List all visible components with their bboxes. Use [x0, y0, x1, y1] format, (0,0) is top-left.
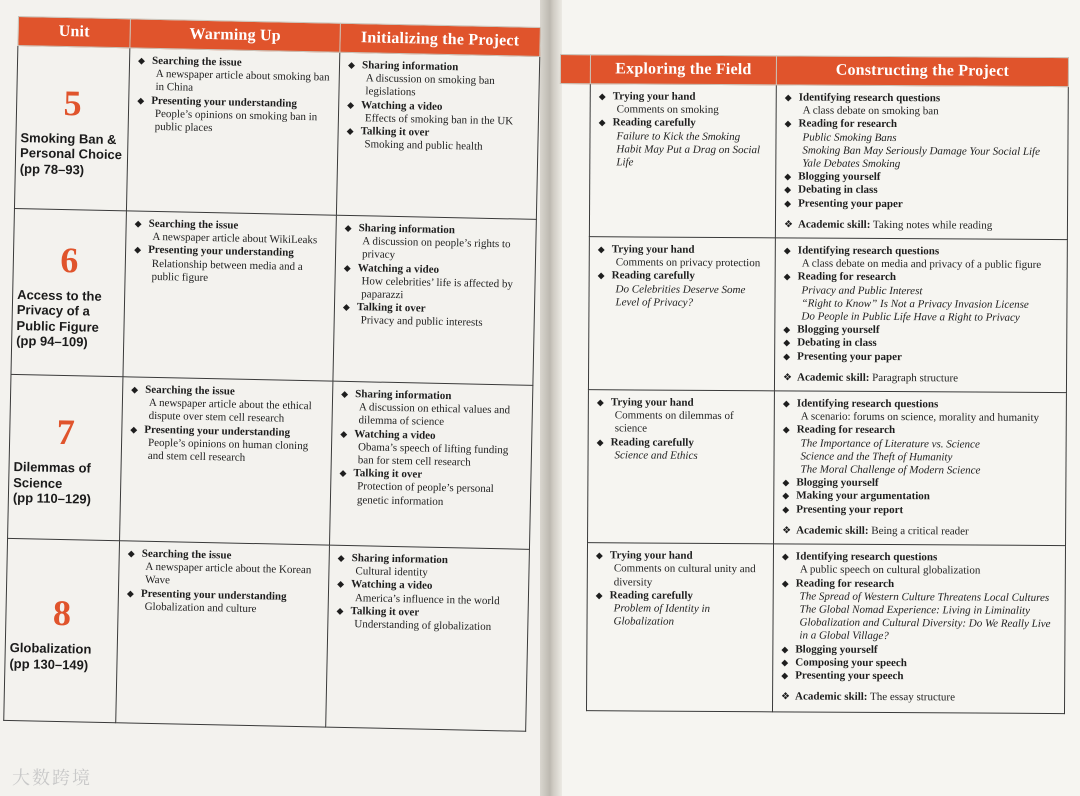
- bullet-icon: ◆: [782, 490, 790, 501]
- activity-item: [340, 427, 524, 470]
- activity-detail: A discussion on ethical values and dilemma of science: [358, 401, 511, 429]
- reading-title: Science and the Theft of Humanity: [800, 450, 953, 464]
- activity-item: [130, 423, 324, 467]
- activity-heading: Composing your speech: [795, 656, 907, 669]
- header-initializing: Initializing the Project: [340, 23, 541, 56]
- reading-title: Science and Ethics: [614, 449, 698, 462]
- reading-title: Globalization and Cultural Diversity: Do We Really Live in a Global Village?: [799, 616, 1051, 643]
- activity-heading: Presenting your understanding: [140, 587, 287, 603]
- unit-row: [14, 46, 539, 220]
- activity-detail: A newspaper article about the ethical dispute over stem cell research: [148, 397, 312, 426]
- activity-item: [598, 243, 767, 270]
- diamond-icon: ❖: [781, 691, 791, 703]
- activity-heading: Talking it over: [356, 301, 426, 315]
- activity-heading: Searching the issue: [148, 217, 239, 232]
- bullet-icon: ◆: [781, 670, 789, 681]
- bullet-icon: ◆: [340, 428, 348, 439]
- activity-heading: Reading for research: [796, 423, 896, 437]
- unit-pages: (pp 110–129): [12, 490, 92, 507]
- bullet-icon: ◆: [784, 118, 792, 129]
- activity-item: [785, 91, 1060, 119]
- bullet-icon: ◆: [137, 95, 145, 106]
- activity-detail: A class debate on media and privacy of a public figure: [801, 257, 1042, 272]
- unit-row-right: [559, 84, 1068, 240]
- activity-item: [784, 118, 1059, 172]
- diamond-icon: ❖: [782, 525, 792, 537]
- bullet-icon: ◆: [783, 245, 791, 256]
- academic-skill: [781, 690, 1056, 705]
- activity-heading: Sharing information: [358, 222, 456, 237]
- header-unit: Unit: [18, 17, 131, 48]
- activity-detail: Cultural identity: [355, 565, 428, 579]
- unit-row-right: [556, 543, 1065, 714]
- bullet-icon: ◆: [342, 302, 351, 313]
- reading-title: The Importance of Literature vs. Science: [800, 437, 980, 451]
- constructing-cell: [774, 391, 1067, 546]
- activity-heading: Sharing information: [351, 552, 449, 567]
- reading-title: Failure to Kick the Smoking Habit May Put a Drag on Social Life: [616, 129, 761, 169]
- bullet-icon: ◆: [127, 548, 135, 559]
- constructing-cell: [775, 85, 1068, 240]
- activity-heading: Trying your hand: [611, 243, 695, 256]
- unit-title: Globalization: [9, 639, 92, 657]
- bullet-icon: ◆: [781, 657, 789, 668]
- activity-detail: Comments on dilemmas of science: [614, 409, 734, 436]
- exploring-cell: [588, 390, 775, 544]
- bullet-icon: ◆: [782, 477, 790, 488]
- activity-item: [781, 577, 1056, 645]
- unit-number: 6: [59, 239, 79, 280]
- unit-number: 7: [56, 412, 76, 453]
- reading-title: Do Celebrities Deserve Some Level of Privacy?: [615, 282, 746, 309]
- activity-detail: Globalization and culture: [144, 600, 257, 615]
- bullet-icon: ◆: [598, 91, 606, 102]
- activity-heading: Presenting your speech: [795, 669, 904, 683]
- activity-heading: Identifying research questions: [798, 91, 941, 105]
- activity-item: [336, 605, 520, 635]
- unit-pages: (pp 130–149): [9, 655, 89, 673]
- reading-title: Do People in Public Life Have a Right to Privacy: [801, 310, 1020, 324]
- unit-row-right: [558, 390, 1067, 546]
- activity-detail: A newspaper article about the Korean Wave: [145, 560, 312, 587]
- activity-list: [127, 547, 321, 617]
- activity-detail: America’s influence in the world: [354, 591, 500, 607]
- activity-item: [783, 397, 1058, 425]
- activity-detail: Relationship between media and a public figure: [151, 257, 303, 284]
- activity-heading: Presenting your report: [796, 503, 904, 516]
- unit-cell: [14, 46, 129, 211]
- bullet-icon: ◆: [784, 92, 792, 103]
- activity-detail: A class debate on smoking ban: [802, 104, 939, 118]
- reading-title: The Spread of Western Culture Threatens Local Cultures: [799, 590, 1050, 604]
- activity-detail: People’s opinions on human cloning and stem cell research: [147, 436, 309, 464]
- activity-item: [782, 424, 1057, 478]
- bullet-icon: ◆: [781, 577, 789, 588]
- reading-title: Privacy and Public Interest: [801, 284, 923, 297]
- bullet-icon: ◆: [781, 551, 789, 562]
- unit-cell: [4, 538, 120, 722]
- bullet-icon: ◆: [347, 99, 355, 110]
- constructing-cell: [772, 544, 1065, 714]
- activity-heading: Reading for research: [795, 576, 895, 590]
- warming-up-cell: [120, 377, 333, 545]
- unit-cell: [11, 208, 126, 376]
- watermark: 大数跨境: [12, 768, 92, 789]
- activity-detail: Comments on smoking: [616, 103, 719, 117]
- bullet-icon: ◆: [341, 388, 349, 399]
- activity-heading: Debating in class: [798, 183, 878, 197]
- activity-item: [597, 396, 766, 437]
- unit-title: Dilemmas of Science: [13, 459, 92, 491]
- activity-heading: Watching a video: [357, 261, 440, 276]
- bullet-icon: ◆: [339, 468, 347, 479]
- bullet-icon: ◆: [596, 436, 604, 447]
- activity-detail: Obama’s speech of lifting funding ban for stem cell research: [357, 441, 509, 469]
- activity-heading: Reading for research: [798, 117, 898, 131]
- bullet-icon: ◆: [126, 588, 134, 599]
- bullet-icon: ◆: [782, 424, 790, 435]
- activity-detail: A newspaper article about WikiLeaks: [152, 231, 318, 247]
- unit-number: 5: [63, 82, 83, 124]
- reading-title: The Global Nomad Experience: Living in Liminality: [799, 603, 1031, 617]
- activity-list: [782, 397, 1058, 518]
- bullet-icon: ◆: [595, 589, 603, 600]
- unit-row: [8, 374, 533, 549]
- activity-detail: Smoking and public health: [364, 138, 483, 153]
- bullet-icon: ◆: [597, 270, 605, 281]
- academic-skill: [784, 218, 1059, 233]
- warming-up-cell: [123, 211, 336, 381]
- bullet-icon: ◆: [131, 384, 139, 395]
- activity-item: [134, 217, 328, 247]
- activity-heading: Trying your hand: [609, 549, 693, 562]
- initializing-cell: [333, 215, 536, 385]
- activity-detail: Privacy and public interests: [360, 314, 483, 330]
- margin-cell: [556, 543, 587, 711]
- activity-list: [343, 222, 528, 331]
- bullet-icon: ◆: [596, 397, 604, 408]
- activity-item: [343, 301, 527, 331]
- bullet-icon: ◆: [782, 398, 790, 409]
- activity-heading: Watching a video: [351, 578, 433, 593]
- activity-heading: Sharing information: [355, 388, 452, 403]
- activity-item: [783, 350, 1058, 365]
- warming-up-cell: [116, 541, 330, 727]
- activity-list: [595, 549, 764, 629]
- activity-item: [784, 244, 1059, 272]
- bullet-icon: ◆: [130, 424, 138, 435]
- activity-detail: Understanding of globalization: [354, 618, 492, 634]
- activity-item: [130, 383, 324, 427]
- initializing-cell: [329, 381, 532, 549]
- right-contents-table: [556, 54, 1069, 714]
- activity-detail: A scenario: forums on science, morality and humanity: [800, 410, 1040, 425]
- bullet-icon: ◆: [784, 171, 792, 182]
- academic-skill: [782, 524, 1057, 539]
- activity-detail: Comments on privacy protection: [615, 256, 761, 270]
- bullet-icon: ◆: [343, 262, 351, 273]
- activity-heading: Presenting your paper: [798, 197, 903, 210]
- activity-item: [782, 550, 1057, 578]
- activity-heading: Reading for research: [797, 270, 897, 284]
- activity-heading: Talking it over: [353, 467, 423, 481]
- activity-item: [346, 125, 530, 155]
- activity-heading: Trying your hand: [610, 396, 694, 409]
- diamond-icon: ❖: [782, 372, 793, 384]
- activity-list: [130, 383, 325, 466]
- activity-detail: Protection of people’s personal genetic information: [356, 480, 494, 508]
- activity-item: [347, 99, 531, 129]
- activity-heading: Making your argumentation: [796, 489, 930, 503]
- activity-heading: Blogging yourself: [797, 323, 880, 337]
- unit-number: 8: [52, 592, 72, 634]
- bullet-icon: ◆: [344, 222, 352, 234]
- bullet-icon: ◆: [781, 643, 789, 654]
- activity-list: [783, 244, 1059, 365]
- academic-skill-label: Academic skill:: [797, 218, 871, 231]
- academic-skill-text: Paragraph structure: [872, 371, 959, 385]
- bullet-icon: ◆: [783, 351, 791, 362]
- activity-item: [137, 94, 331, 138]
- bullet-icon: ◆: [595, 550, 603, 561]
- unit-pages: (pp 78–93): [19, 160, 85, 178]
- activity-heading: Presenting your understanding: [147, 244, 294, 260]
- initializing-cell: [326, 545, 530, 731]
- activity-heading: Searching the issue: [141, 547, 232, 562]
- activity-heading: Presenting your understanding: [151, 94, 298, 110]
- activity-item: [596, 549, 765, 590]
- bullet-icon: ◆: [783, 271, 791, 282]
- activity-list: [346, 59, 531, 155]
- reading-title: Yale Debates Smoking: [802, 157, 901, 171]
- unit-title: Access to the Privacy of a Public Figure: [16, 286, 102, 335]
- activity-heading: Presenting your paper: [797, 350, 902, 363]
- activity-detail: A discussion on smoking ban legislations: [365, 72, 495, 99]
- activity-item: [337, 552, 521, 582]
- header-constructing: Constructing the Project: [776, 56, 1068, 87]
- margin-cell: [558, 237, 589, 390]
- header-spacer: [560, 55, 590, 84]
- activity-list: [784, 91, 1060, 212]
- margin-cell: [558, 390, 589, 543]
- activity-item: [784, 197, 1059, 212]
- bullet-icon: ◆: [783, 337, 791, 348]
- bullet-icon: ◆: [347, 59, 356, 71]
- activity-item: [337, 578, 521, 608]
- academic-skill: [783, 371, 1058, 386]
- activity-list: [133, 217, 327, 287]
- activity-item: [340, 388, 524, 431]
- exploring-cell: [589, 84, 776, 238]
- activity-item: [597, 270, 766, 311]
- bullet-icon: ◆: [782, 504, 790, 515]
- unit-cell: [8, 374, 123, 540]
- activity-detail: How celebrities’ life is affected by paparazzi: [361, 275, 514, 302]
- activity-heading: Identifying research questions: [796, 397, 939, 411]
- bullet-icon: ◆: [134, 218, 142, 229]
- activity-heading: Blogging yourself: [796, 476, 879, 490]
- bullet-icon: ◆: [784, 184, 792, 195]
- activity-heading: Talking it over: [360, 125, 430, 139]
- academic-skill-text: Being a critical reader: [871, 524, 969, 538]
- reading-title: The Moral Challenge of Modern Science: [800, 463, 981, 477]
- activity-list: [597, 243, 766, 310]
- activity-heading: Reading carefully: [611, 269, 695, 283]
- academic-skill-label: Academic skill:: [795, 690, 868, 704]
- activity-heading: Identifying research questions: [795, 550, 938, 564]
- activity-detail: A discussion on people’s rights to privacy: [361, 235, 511, 262]
- activity-item: [347, 59, 531, 102]
- header-warming-up: Warming Up: [130, 19, 341, 52]
- unit-title: Smoking Ban & Personal Choice: [19, 129, 123, 163]
- exploring-cell: [588, 237, 775, 391]
- activity-item: [344, 222, 528, 265]
- activity-item: [597, 436, 766, 463]
- bullet-icon: ◆: [597, 244, 605, 255]
- activity-list: [598, 90, 767, 170]
- header-exploring: Exploring the Field: [590, 55, 776, 85]
- activity-list: [597, 396, 766, 463]
- activity-heading: Watching a video: [354, 427, 436, 442]
- diamond-icon: ❖: [783, 219, 793, 231]
- activity-heading: Debating in class: [797, 336, 877, 350]
- activity-detail: A public speech on cultural globalization: [799, 563, 981, 577]
- activity-heading: Talking it over: [350, 604, 420, 619]
- constructing-cell: [774, 238, 1067, 393]
- reading-title: “Right to Know” Is Not a Privacy Invasion License: [801, 297, 1029, 311]
- activity-item: [339, 467, 523, 510]
- unit-row: [11, 208, 536, 385]
- activity-heading: Searching the issue: [151, 54, 242, 69]
- activity-item: [599, 90, 768, 117]
- academic-skill-label: Academic skill:: [796, 371, 870, 384]
- activity-item: [598, 117, 767, 171]
- bullet-icon: ◆: [336, 605, 344, 616]
- activity-list: [336, 552, 521, 635]
- activity-heading: Searching the issue: [145, 383, 235, 398]
- activity-heading: Presenting your understanding: [144, 423, 291, 439]
- activity-heading: Trying your hand: [612, 90, 696, 103]
- activity-item: [133, 244, 327, 288]
- bullet-icon: ◆: [337, 552, 345, 563]
- activity-item: [783, 271, 1058, 325]
- bullet-icon: ◆: [137, 55, 146, 66]
- initializing-cell: [336, 52, 539, 219]
- activity-detail: Comments on cultural unity and diversity: [613, 562, 756, 589]
- activity-heading: Watching a video: [361, 98, 443, 113]
- activity-heading: Identifying research questions: [797, 244, 940, 258]
- academic-skill-text: The essay structure: [870, 691, 956, 704]
- activity-detail: People’s opinions on smoking ban in public places: [154, 107, 318, 135]
- reading-title: Public Smoking Bans: [802, 131, 897, 144]
- exploring-cell: [586, 543, 773, 712]
- activity-heading: Blogging yourself: [798, 170, 881, 184]
- academic-skill-label: Academic skill:: [796, 524, 869, 537]
- reading-title: Smoking Ban May Seriously Damage Your Social Life: [802, 144, 1041, 158]
- warming-up-cell: [126, 48, 339, 215]
- bullet-icon: ◆: [783, 324, 791, 335]
- activity-detail: Effects of smoking ban in the UK: [364, 112, 514, 128]
- activity-list: [137, 55, 332, 138]
- activity-item: [782, 503, 1057, 518]
- left-contents-table: [3, 16, 541, 732]
- activity-item: [343, 261, 527, 304]
- bullet-icon: ◆: [337, 579, 345, 590]
- activity-list: [781, 550, 1057, 684]
- unit-pages: (pp 94–109): [16, 333, 88, 350]
- activity-item: [127, 547, 321, 591]
- activity-heading: Reading carefully: [610, 435, 694, 449]
- activity-item: [781, 669, 1056, 684]
- margin-cell: [559, 84, 590, 237]
- activity-list: [339, 388, 524, 511]
- bullet-icon: ◆: [134, 244, 142, 256]
- activity-item: [127, 587, 321, 617]
- activity-heading: Reading carefully: [612, 116, 696, 130]
- unit-row-right: [558, 237, 1067, 393]
- activity-heading: Reading carefully: [609, 589, 693, 602]
- bullet-icon: ◆: [598, 117, 606, 128]
- reading-title: Problem of Identity in Globalization: [613, 602, 711, 628]
- bullet-icon: ◆: [346, 125, 354, 137]
- unit-row: [4, 538, 530, 731]
- activity-item: [137, 55, 331, 99]
- activity-detail: A newspaper article about smoking ban in China: [155, 68, 330, 95]
- activity-heading: Sharing information: [361, 59, 459, 74]
- bullet-icon: ◆: [784, 197, 792, 209]
- academic-skill-text: Taking notes while reading: [872, 218, 993, 232]
- activity-item: [595, 589, 764, 630]
- activity-heading: Blogging yourself: [795, 642, 878, 656]
